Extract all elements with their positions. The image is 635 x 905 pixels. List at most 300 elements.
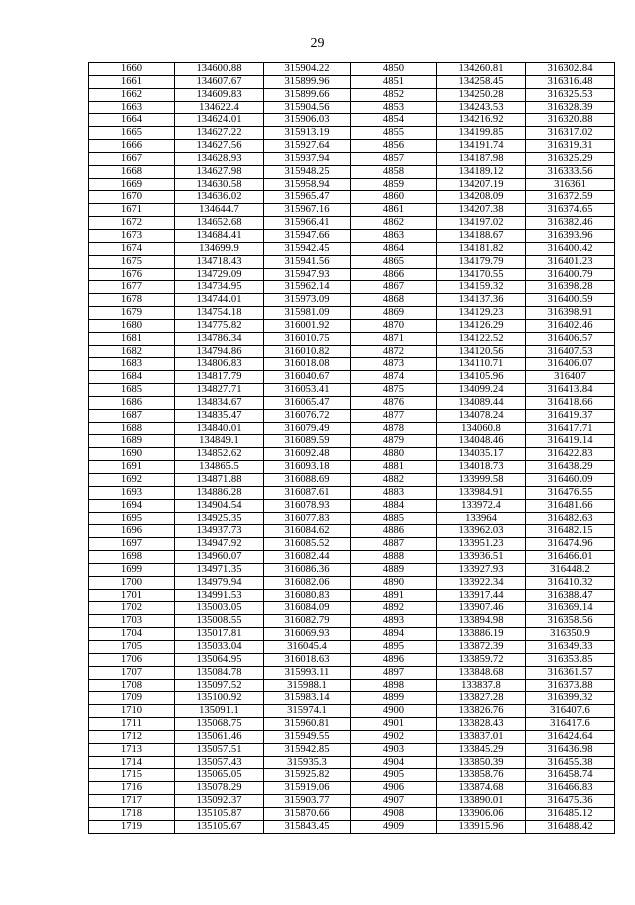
table-row [89,486,615,499]
table-cell: 315870.66 [264,807,351,820]
table-cell: 134188.67 [437,229,526,242]
table-cell: 4864 [351,242,437,255]
table-cell: 135091.1 [175,705,264,718]
table-cell: 316407.6 [526,705,615,718]
table-cell: 316069.93 [264,628,351,641]
table-cell: 1718 [89,807,175,820]
table-cell: 134189.12 [437,165,526,178]
table-cell: 135097.52 [175,679,264,692]
table-cell: 1696 [89,525,175,538]
table-cell: 134208.09 [437,191,526,204]
table-cell: 316076.72 [264,409,351,422]
table-cell: 315993.11 [264,666,351,679]
table-cell: 1697 [89,538,175,551]
table-cell: 4869 [351,307,437,320]
table-cell: 315949.55 [264,730,351,743]
table-cell: 315962.14 [264,281,351,294]
table-cell: 316466.83 [526,782,615,795]
table-cell: 1699 [89,563,175,576]
table-cell: 4876 [351,396,437,409]
table-cell: 316475.36 [526,795,615,808]
table-row [89,178,615,191]
table-cell: 4855 [351,127,437,140]
table-cell: 1693 [89,486,175,499]
table-cell: 134684.41 [175,229,264,242]
table-cell: 1673 [89,229,175,242]
table-cell: 4874 [351,371,437,384]
table-cell: 4850 [351,63,437,76]
table-cell: 4899 [351,692,437,705]
table-cell: 133826.76 [437,705,526,718]
table-cell: 133845.29 [437,743,526,756]
table-cell: 1674 [89,242,175,255]
table-cell: 315947.66 [264,229,351,242]
table-cell: 133917.44 [437,589,526,602]
table-cell: 1679 [89,307,175,320]
table-cell: 133936.51 [437,551,526,564]
table-cell: 134971.35 [175,563,264,576]
table-cell: 316436.98 [526,743,615,756]
table-cell: 4904 [351,756,437,769]
table-row [89,499,615,512]
table-cell: 133886.19 [437,628,526,641]
table-cell: 135008.55 [175,615,264,628]
table-cell: 134786.34 [175,332,264,345]
table-cell: 315947.93 [264,268,351,281]
table-row [89,319,615,332]
table-cell: 134947.92 [175,538,264,551]
table-cell: 134835.47 [175,409,264,422]
table-cell: 4888 [351,551,437,564]
table-cell: 316084.62 [264,525,351,538]
table-cell: 135084.78 [175,666,264,679]
table-cell: 316065.47 [264,396,351,409]
table-cell: 316082.79 [264,615,351,628]
table-cell: 316400.59 [526,294,615,307]
table-row [89,718,615,731]
table-cell: 134817.79 [175,371,264,384]
table-cell: 134775.82 [175,319,264,332]
table-cell: 1683 [89,358,175,371]
table-row [89,88,615,101]
table-cell: 316086.36 [264,563,351,576]
table-cell: 1670 [89,191,175,204]
table-cell: 133962.03 [437,525,526,538]
table-cell: 133951.23 [437,538,526,551]
table-cell: 133999.58 [437,474,526,487]
table-cell: 315935.3 [264,756,351,769]
table-cell: 134960.07 [175,551,264,564]
coordinates-table [88,62,615,834]
table-cell: 316382.46 [526,217,615,230]
table-cell: 315974.1 [264,705,351,718]
table-cell: 1676 [89,268,175,281]
table-cell: 1695 [89,512,175,525]
table-cell: 316040.67 [264,371,351,384]
table-cell: 316087.61 [264,486,351,499]
table-cell: 1665 [89,127,175,140]
table-row [89,114,615,127]
table-cell: 316482.15 [526,525,615,538]
table-row [89,384,615,397]
table-cell: 134197.02 [437,217,526,230]
table-cell: 4900 [351,705,437,718]
table-cell: 1686 [89,396,175,409]
table-cell: 1702 [89,602,175,615]
table-cell: 4886 [351,525,437,538]
table-cell: 315843.45 [264,820,351,833]
table-cell: 1717 [89,795,175,808]
table-cell: 1710 [89,705,175,718]
table-cell: 134852.62 [175,448,264,461]
table-cell: 135064.95 [175,653,264,666]
table-cell: 4871 [351,332,437,345]
table-row [89,782,615,795]
table-cell: 1663 [89,101,175,114]
table-cell: 316018.63 [264,653,351,666]
table-row [89,255,615,268]
table-row [89,63,615,76]
table-cell: 316010.82 [264,345,351,358]
table-cell: 134806.83 [175,358,264,371]
table-cell: 1687 [89,409,175,422]
table-cell: 316398.91 [526,307,615,320]
table-row [89,769,615,782]
table-cell: 133837.8 [437,679,526,692]
table-cell: 134099.24 [437,384,526,397]
table-cell: 4875 [351,384,437,397]
table-cell: 315942.85 [264,743,351,756]
table-cell: 134609.83 [175,88,264,101]
table-cell: 316458.74 [526,769,615,782]
table-row [89,628,615,641]
table-cell: 316400.79 [526,268,615,281]
table-row [89,371,615,384]
table-row [89,229,615,242]
table-cell: 316018.08 [264,358,351,371]
table-cell: 134122.52 [437,332,526,345]
table-cell: 1692 [89,474,175,487]
table-cell: 4909 [351,820,437,833]
table-cell: 134060.8 [437,422,526,435]
table-cell: 315966.41 [264,217,351,230]
table-row [89,602,615,615]
table-cell: 4873 [351,358,437,371]
table-row [89,589,615,602]
table-cell: 134754.18 [175,307,264,320]
table-cell: 134035.17 [437,448,526,461]
table-cell: 134718.43 [175,255,264,268]
table-cell: 315927.64 [264,140,351,153]
table-cell: 1677 [89,281,175,294]
table-cell: 133964 [437,512,526,525]
table-row [89,525,615,538]
table-cell: 316333.56 [526,165,615,178]
table-row [89,795,615,808]
coordinates-table-body [89,63,615,834]
table-cell: 316082.44 [264,551,351,564]
table-cell: 315958.94 [264,178,351,191]
table-cell: 316319.31 [526,140,615,153]
table-cell: 315988.1 [264,679,351,692]
table-cell: 133874.68 [437,782,526,795]
table-cell: 315904.56 [264,101,351,114]
table-row [89,563,615,576]
table-cell: 134207.19 [437,178,526,191]
table-cell: 134871.88 [175,474,264,487]
table-cell: 316053.41 [264,384,351,397]
table-row [89,332,615,345]
table-cell: 1690 [89,448,175,461]
table-cell: 4884 [351,499,437,512]
table-row [89,551,615,564]
table-cell: 134636.02 [175,191,264,204]
table-cell: 315925.82 [264,769,351,782]
table-cell: 1701 [89,589,175,602]
table-cell: 1684 [89,371,175,384]
table-cell: 134827.71 [175,384,264,397]
table-row [89,345,615,358]
table-cell: 4865 [351,255,437,268]
table-cell: 1691 [89,461,175,474]
table-cell: 133984.91 [437,486,526,499]
page-number: 29 [310,36,325,51]
table-row [89,461,615,474]
table-cell: 1675 [89,255,175,268]
table-cell: 316424.64 [526,730,615,743]
table-cell: 133837.01 [437,730,526,743]
table-cell: 316374.65 [526,204,615,217]
table-cell: 1672 [89,217,175,230]
table-cell: 4890 [351,576,437,589]
table-cell: 4883 [351,486,437,499]
table-cell: 316417.71 [526,422,615,435]
table-cell: 134199.85 [437,127,526,140]
table-cell: 316466.01 [526,551,615,564]
table-cell: 134129.23 [437,307,526,320]
table-cell: 316400.42 [526,242,615,255]
table-cell: 4854 [351,114,437,127]
table-cell: 134258.45 [437,75,526,88]
table-row [89,730,615,743]
table-cell: 134834.67 [175,396,264,409]
table-cell: 134250.28 [437,88,526,101]
table-cell: 316079.49 [264,422,351,435]
table-cell: 135003.05 [175,602,264,615]
table-row [89,743,615,756]
table-row [89,512,615,525]
table-cell: 4901 [351,718,437,731]
table-row [89,281,615,294]
table-cell: 316407.53 [526,345,615,358]
table-cell: 134937.73 [175,525,264,538]
table-cell: 1689 [89,435,175,448]
table-cell: 316320.88 [526,114,615,127]
table-cell: 1661 [89,75,175,88]
table-cell: 316476.55 [526,486,615,499]
table-row [89,679,615,692]
table-cell: 134840.01 [175,422,264,435]
table-cell: 133890.01 [437,795,526,808]
table-cell: 316488.42 [526,820,615,833]
table-cell: 134018.73 [437,461,526,474]
table-cell: 134627.98 [175,165,264,178]
table-cell: 134734.95 [175,281,264,294]
table-cell: 316417.6 [526,718,615,731]
table-cell: 316084.09 [264,602,351,615]
table-cell: 135017.81 [175,628,264,641]
table-cell: 134243.53 [437,101,526,114]
table-cell: 1671 [89,204,175,217]
table-cell: 315965.47 [264,191,351,204]
table-cell: 4851 [351,75,437,88]
table-cell: 1715 [89,769,175,782]
table-cell: 133915.96 [437,820,526,833]
table-cell: 4861 [351,204,437,217]
table-cell: 135033.04 [175,640,264,653]
table-cell: 315973.09 [264,294,351,307]
table-cell: 1680 [89,319,175,332]
table-cell: 1700 [89,576,175,589]
table-cell: 316398.28 [526,281,615,294]
table-row [89,242,615,255]
table-row [89,191,615,204]
table-cell: 4898 [351,679,437,692]
table-cell: 315941.56 [264,255,351,268]
table-cell: 316078.93 [264,499,351,512]
table-cell: 315942.45 [264,242,351,255]
table-cell: 1716 [89,782,175,795]
table-cell: 316474.96 [526,538,615,551]
table-cell: 4858 [351,165,437,178]
table-row [89,820,615,833]
table-row [89,705,615,718]
table-row [89,409,615,422]
table-cell: 134886.28 [175,486,264,499]
table-cell: 134979.94 [175,576,264,589]
table-cell: 133858.76 [437,769,526,782]
table-cell: 4867 [351,281,437,294]
table-cell: 134729.09 [175,268,264,281]
table-row [89,396,615,409]
table-cell: 134126.29 [437,319,526,332]
table-cell: 1694 [89,499,175,512]
table-cell: 316302.84 [526,63,615,76]
table-cell: 4905 [351,769,437,782]
table-cell: 1667 [89,152,175,165]
table-cell: 315899.96 [264,75,351,88]
table-cell: 316082.06 [264,576,351,589]
table-row [89,653,615,666]
table-cell: 134865.5 [175,461,264,474]
table-cell: 4882 [351,474,437,487]
table-cell: 1685 [89,384,175,397]
table-cell: 1662 [89,88,175,101]
table-cell: 316407 [526,371,615,384]
table-cell: 316001.92 [264,319,351,332]
table-cell: 134120.56 [437,345,526,358]
table-cell: 316089.59 [264,435,351,448]
table-cell: 316317.02 [526,127,615,140]
table-cell: 316085.52 [264,538,351,551]
table-cell: 316413.84 [526,384,615,397]
table-cell: 134630.58 [175,178,264,191]
table-cell: 134627.22 [175,127,264,140]
table-cell: 4862 [351,217,437,230]
table-cell: 1666 [89,140,175,153]
table-cell: 1706 [89,653,175,666]
table-cell: 134207.38 [437,204,526,217]
table-cell: 135065.05 [175,769,264,782]
table-cell: 316373.88 [526,679,615,692]
table-cell: 316369.14 [526,602,615,615]
table-cell: 4903 [351,743,437,756]
table-cell: 134191.74 [437,140,526,153]
table-cell: 4906 [351,782,437,795]
table-row [89,101,615,114]
table-cell: 135078.29 [175,782,264,795]
table-cell: 1708 [89,679,175,692]
table-cell: 4893 [351,615,437,628]
table-cell: 133906.06 [437,807,526,820]
table-cell: 1668 [89,165,175,178]
table-cell: 4894 [351,628,437,641]
table-cell: 4863 [351,229,437,242]
table-cell: 1660 [89,63,175,76]
table-row [89,666,615,679]
table-cell: 316328.39 [526,101,615,114]
table-cell: 316372.59 [526,191,615,204]
table-cell: 315983.14 [264,692,351,705]
table-row [89,75,615,88]
table-cell: 134794.86 [175,345,264,358]
table-cell: 135061.46 [175,730,264,743]
table-cell: 316088.69 [264,474,351,487]
table-cell: 4897 [351,666,437,679]
table-cell: 134048.46 [437,435,526,448]
table-cell: 1664 [89,114,175,127]
table-cell: 4870 [351,319,437,332]
table-row [89,140,615,153]
table-row [89,152,615,165]
table-row [89,422,615,435]
table-cell: 134925.35 [175,512,264,525]
table-cell: 134699.9 [175,242,264,255]
table-cell: 4907 [351,795,437,808]
table-cell: 4878 [351,422,437,435]
table-cell: 316448.2 [526,563,615,576]
table-row [89,807,615,820]
table-cell: 315937.94 [264,152,351,165]
table-cell: 4860 [351,191,437,204]
table-cell: 135105.67 [175,820,264,833]
table-row [89,268,615,281]
table-cell: 4908 [351,807,437,820]
table-cell: 133972.4 [437,499,526,512]
table-row [89,448,615,461]
table-cell: 4852 [351,88,437,101]
table-cell: 316045.4 [264,640,351,653]
table-cell: 316349.33 [526,640,615,653]
table-cell: 1705 [89,640,175,653]
table-cell: 316399.32 [526,692,615,705]
table-cell: 316418.66 [526,396,615,409]
table-cell: 133927.93 [437,563,526,576]
table-cell: 316358.56 [526,615,615,628]
table-row [89,294,615,307]
table-cell: 315906.03 [264,114,351,127]
table-cell: 134744.01 [175,294,264,307]
